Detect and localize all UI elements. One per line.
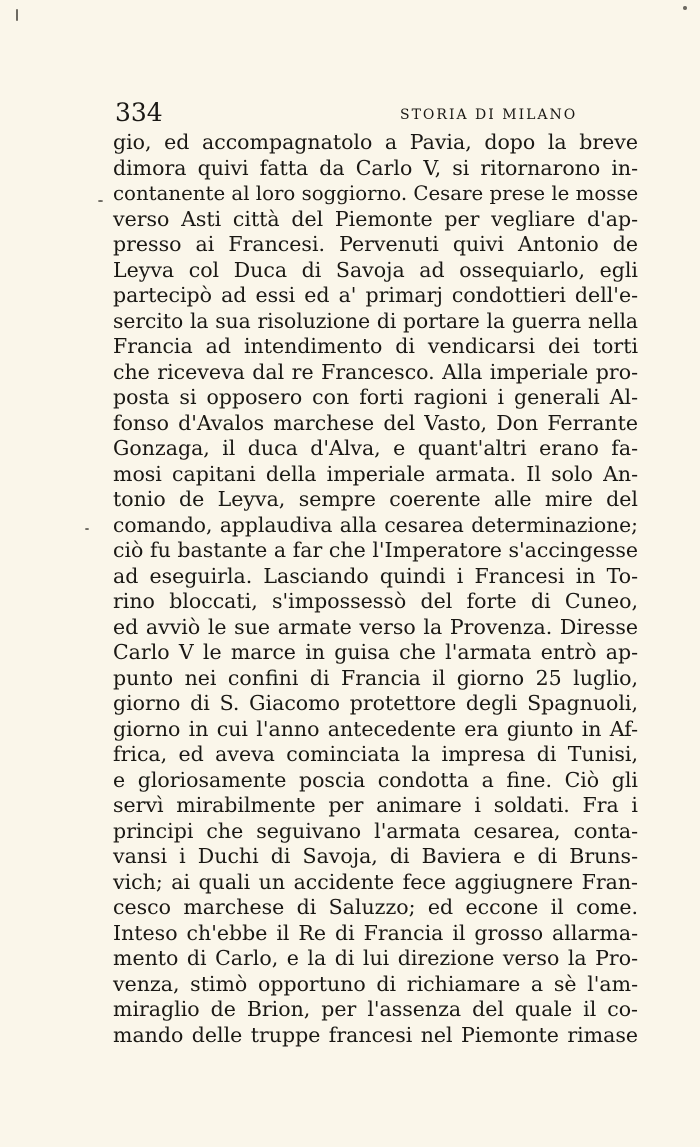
text-line: partecipò ad essi ed a' primarj condottieri dell'e- (113, 283, 638, 307)
text-line: Carlo V le marce in guisa che l'armata entrò ap- (113, 640, 638, 664)
text-line: contanente al loro soggiorno. Cesare prese le mosse (113, 182, 639, 205)
text-line: servì mirabilmente per animare i soldati. Fra i (113, 793, 638, 817)
text-line: venza, stimò opportuno di richiamare a sè l'am- (113, 971, 638, 996)
running-title: STORIA DI MILANO (400, 107, 578, 123)
text-line: Francia ad intendimento di vendicarsi dei torti (113, 334, 638, 358)
paper-speck (16, 9, 18, 21)
paper-speck (683, 6, 687, 10)
text-line: Inteso ch'ebbe il Re di Francia il grosso allarma- (113, 920, 638, 945)
text-line: mando delle truppe francesi nel Piemonte rimase (113, 1022, 638, 1047)
text-line: frica, ed aveva cominciata la impresa di Tunisi, (113, 742, 638, 766)
body-text (113, 130, 638, 1048)
text-line: mento di Carlo, e la di lui direzione verso la Pro- (113, 946, 638, 970)
text-line: ed avviò le sue armate verso la Provenza. Diresse (113, 614, 638, 639)
text-line: dimora quivi fatta da Carlo V, si ritornarono in- (113, 155, 638, 180)
text-line: posta si opposero con forti ragioni i generali Al- (113, 385, 638, 409)
text-line: fonso d'Avalos marchese del Vasto, Don Ferrante (113, 410, 638, 435)
text-line: sercito la sua risoluzione di portare la guerra nella (113, 308, 638, 333)
text-line: cesco marchese di Saluzzo; ed eccone il come. (113, 895, 638, 919)
text-line: rino bloccati, s'impossessò del forte di Cuneo, (113, 589, 638, 613)
page-number: 334 (115, 98, 163, 127)
text-line: tonio de Leyva, sempre coerente alle mire del (113, 487, 638, 511)
text-line: ad eseguirla. Lasciando quindi i Francesi in To- (113, 563, 638, 588)
text-line: mosi capitani della imperiale armata. Il solo An- (113, 461, 638, 486)
text-line: che riceveva dal re Francesco. Alla imperiale pro- (113, 359, 638, 384)
text-line: gio, ed accompagnatolo a Pavia, dopo la breve (113, 130, 638, 154)
text-line: comando, applaudiva alla cesarea determinazione; (113, 512, 638, 537)
text-line: giorno in cui l'anno antecedente era giunto in Af- (113, 716, 638, 741)
text-line: verso Asti città del Piemonte per vegliare d'ap- (113, 206, 638, 231)
text-line: presso ai Francesi. Pervenuti quivi Antonio de (113, 232, 638, 256)
text-line: giorno di S. Giacomo protettore degli Spagnuoli, (113, 691, 638, 715)
text-line: Leyva col Duca di Savoja ad ossequiarlo, egli (113, 257, 638, 282)
paper-speck (85, 528, 89, 530)
text-line: ciò fu bastante a far che l'Imperatore s'accingesse (113, 538, 638, 562)
page-header (113, 98, 638, 132)
text-line: punto nei confini di Francia il giorno 25 luglio, (113, 665, 638, 690)
text-line: vich; ai quali un accidente fece aggiugnere Fran- (113, 869, 638, 894)
text-line: miraglio de Brion, per l'assenza del quale il co- (113, 997, 638, 1021)
text-line: vansi i Duchi di Savoja, di Baviera e di Bruns- (113, 844, 638, 868)
text-line: principi che seguivano l'armata cesarea, conta- (113, 818, 638, 843)
text-line: Gonzaga, il duca d'Alva, e quant'altri erano fa- (113, 436, 638, 460)
text-line: e gloriosamente poscia condotta a fine. Ciò gli (113, 767, 638, 792)
paper-speck (98, 200, 103, 202)
